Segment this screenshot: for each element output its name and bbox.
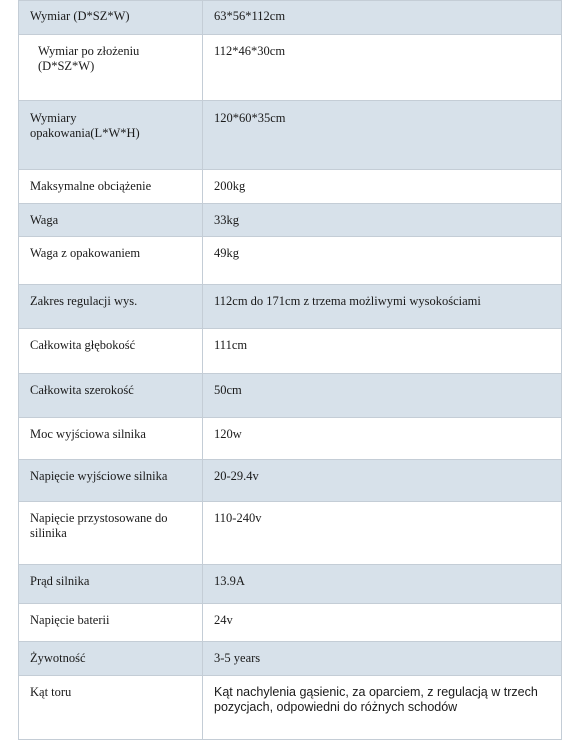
table-row bbox=[19, 204, 562, 237]
row-label: Zakres regulacji wys. bbox=[19, 285, 203, 329]
table-row bbox=[19, 604, 562, 642]
row-value: 49kg bbox=[203, 237, 562, 285]
table-row bbox=[19, 418, 562, 460]
table-row bbox=[19, 329, 562, 374]
row-label: Całkowita głębokość bbox=[19, 329, 203, 374]
row-label: Moc wyjściowa silnika bbox=[19, 418, 203, 460]
row-label: Prąd silnika bbox=[19, 565, 203, 604]
table-row bbox=[19, 1, 562, 35]
row-label: Całkowita szerokość bbox=[19, 374, 203, 418]
row-value: 120w bbox=[203, 418, 562, 460]
row-value: 111cm bbox=[203, 329, 562, 374]
row-value: 20-29.4v bbox=[203, 460, 562, 502]
row-label: Wymiary opakowania(L*W*H) bbox=[19, 101, 203, 170]
row-value: 50cm bbox=[203, 374, 562, 418]
row-label: Wymiar (D*SZ*W) bbox=[19, 1, 203, 35]
table-row bbox=[19, 237, 562, 285]
table-row bbox=[19, 502, 562, 565]
table-row bbox=[19, 170, 562, 204]
row-label: Waga bbox=[19, 204, 203, 237]
table-row bbox=[19, 285, 562, 329]
row-label: Waga z opakowaniem bbox=[19, 237, 203, 285]
row-value: 112cm do 171cm z trzema możliwymi wysokościami bbox=[203, 285, 562, 329]
row-label: Kąt toru bbox=[19, 676, 203, 740]
row-value: 112*46*30cm bbox=[203, 35, 562, 101]
table-row bbox=[19, 565, 562, 604]
row-value: 63*56*112cm bbox=[203, 1, 562, 35]
row-label: Wymiar po złożeniu (D*SZ*W) bbox=[19, 35, 203, 101]
table-row bbox=[19, 101, 562, 170]
row-label: Żywotność bbox=[19, 642, 203, 676]
row-label: Maksymalne obciążenie bbox=[19, 170, 203, 204]
row-value: 3-5 years bbox=[203, 642, 562, 676]
row-value: 120*60*35cm bbox=[203, 101, 562, 170]
table-row bbox=[19, 35, 562, 101]
row-label: Napięcie baterii bbox=[19, 604, 203, 642]
row-label: Napięcie przystosowane do silinika bbox=[19, 502, 203, 565]
row-value: 200kg bbox=[203, 170, 562, 204]
table-row bbox=[19, 676, 562, 740]
row-value: Kąt nachylenia gąsienic, za oparciem, z regulacją w trzech pozycjach, odpowiedni do różnych schodów bbox=[203, 676, 562, 740]
row-value: 110-240v bbox=[203, 502, 562, 565]
table-row bbox=[19, 460, 562, 502]
row-value: 24v bbox=[203, 604, 562, 642]
row-value: 13.9A bbox=[203, 565, 562, 604]
spec-table bbox=[18, 0, 562, 740]
table-row bbox=[19, 374, 562, 418]
row-label: Napięcie wyjściowe silnika bbox=[19, 460, 203, 502]
table-row bbox=[19, 642, 562, 676]
row-value: 33kg bbox=[203, 204, 562, 237]
